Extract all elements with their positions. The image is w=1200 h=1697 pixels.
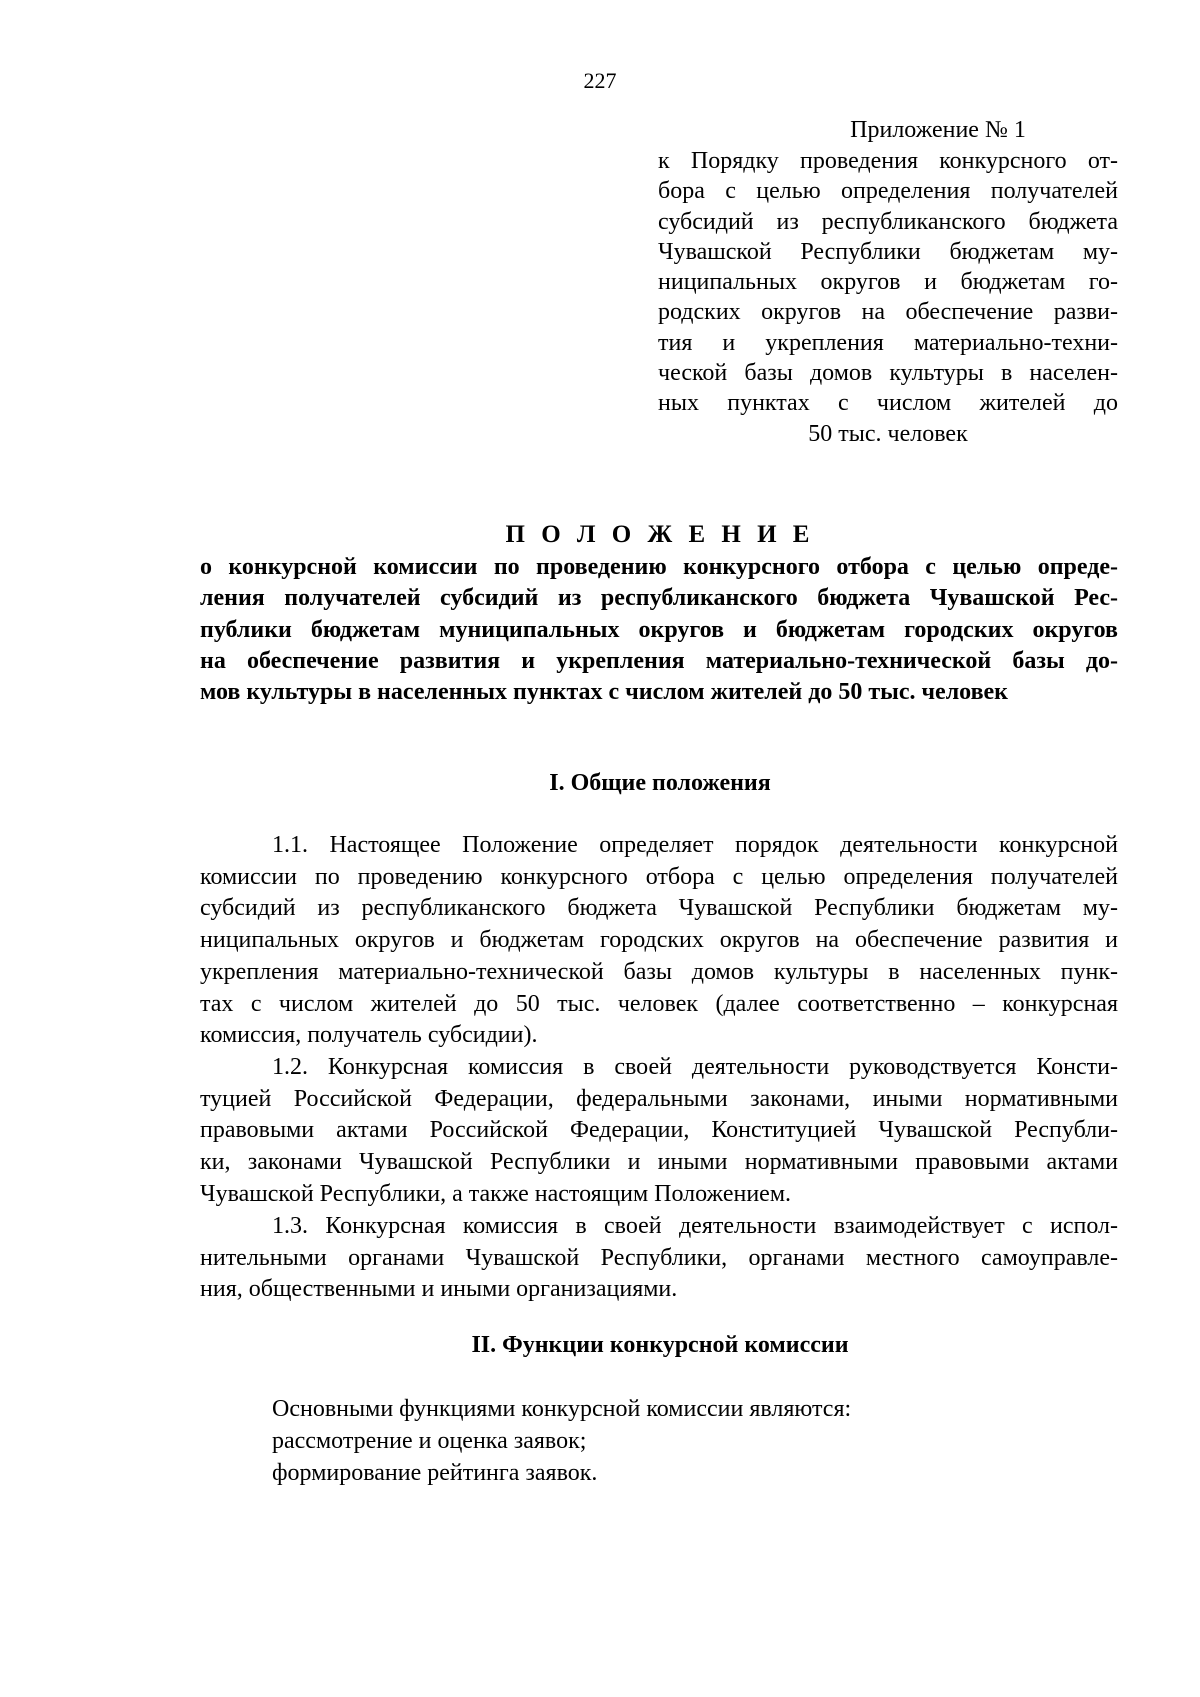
text-line: Основными функциями конкурсной комиссии являются: (272, 1396, 852, 1422)
appendix-line: Чувашской Республики бюджетам му- (658, 238, 1118, 265)
text-line: Чувашской Республики, а также настоящим Положением. (200, 1180, 791, 1207)
paragraph-1-1 (200, 830, 1118, 1052)
text-line: укрепления материально-технической базы домов культуры в населенных пунк- (200, 958, 1118, 985)
paragraph-1-2 (200, 1052, 1118, 1211)
appendix-line: к Порядку проведения конкурсного от- (658, 148, 1118, 174)
appendix-line: бора с целью определения получателей (658, 178, 1118, 205)
appendix-line: родских округов на обеспечение разви- (658, 299, 1118, 326)
appendix-line: ческой базы домов культуры в населен- (658, 360, 1118, 387)
text-line: 1.3. Конкурсная комиссия в своей деятельности взаимодействует с испол- (272, 1213, 1118, 1239)
text-line: комиссии по проведению конкурсного отбора с целью определения получателей (200, 863, 1118, 890)
list-item: рассмотрение и оценка заявок; (272, 1428, 587, 1454)
text-line: ниципальных округов и бюджетам городских округов на обеспечение развития и (200, 927, 1118, 954)
text-line: правовыми актами Российской Федерации, Конституцией Чувашской Республи- (200, 1117, 1118, 1144)
appendix-line: ных пунктах с числом жителей до (658, 390, 1118, 417)
subtitle-line: мов культуры в населенных пунктах с числом жителей до 50 тыс. человек (200, 679, 1009, 706)
subtitle-line: на обеспечение развития и укрепления материально-технической базы до- (200, 647, 1118, 674)
text-line: туцией Российской Федерации, федеральными законами, иными нормативными (200, 1085, 1118, 1112)
paragraph-1-3 (200, 1211, 1118, 1306)
text-line: нительными органами Чувашской Республики, органами местного самоуправле- (200, 1244, 1118, 1271)
text-line: ния, общественными и иными организациями. (200, 1276, 678, 1303)
appendix-block (658, 114, 1118, 449)
page-number: 227 (583, 68, 617, 93)
subtitle-line: ления получателей субсидий из республиканского бюджета Чувашской Рес- (200, 585, 1118, 612)
list-item: формирование рейтинга заявок. (272, 1460, 598, 1486)
text-line: 1.2. Конкурсная комиссия в своей деятельности руководствуется Консти- (272, 1054, 1118, 1080)
text-line: тах с числом жителей до 50 тыс. человек (далее соответственно – конкурсная (200, 990, 1118, 1017)
text-line: комиссия, получатель субсидии). (200, 1022, 538, 1049)
appendix-line: тия и укрепления материально-техни- (658, 329, 1118, 356)
functions-list (272, 1393, 1072, 1489)
text-line: 1.1. Настоящее Положение определяет порядок деятельности конкурсной (272, 832, 1118, 858)
appendix-title: Приложение № 1 (850, 117, 1026, 143)
section-heading-1: I. Общие положения (549, 770, 771, 796)
appendix-line: субсидий из республиканского бюджета (658, 208, 1118, 235)
appendix-line: 50 тыс. человек (808, 420, 968, 447)
section-heading-2: II. Функции конкурсной комиссии (471, 1332, 849, 1358)
text-line: субсидий из республиканского бюджета Чувашской Республики бюджетам му- (200, 895, 1118, 922)
document-title: П О Л О Ж Е Н И Е (505, 521, 815, 548)
text-line: ки, законами Чувашской Республики и иными нормативными правовыми актами (200, 1149, 1118, 1176)
subtitle-line: публики бюджетам муниципальных округов и бюджетам городских округов (200, 616, 1118, 643)
document-subtitle (200, 552, 1118, 708)
subtitle-line: о конкурсной комиссии по проведению конкурсного отбора с целью опреде- (200, 554, 1118, 580)
appendix-line: ниципальных округов и бюджетам го- (658, 269, 1118, 296)
